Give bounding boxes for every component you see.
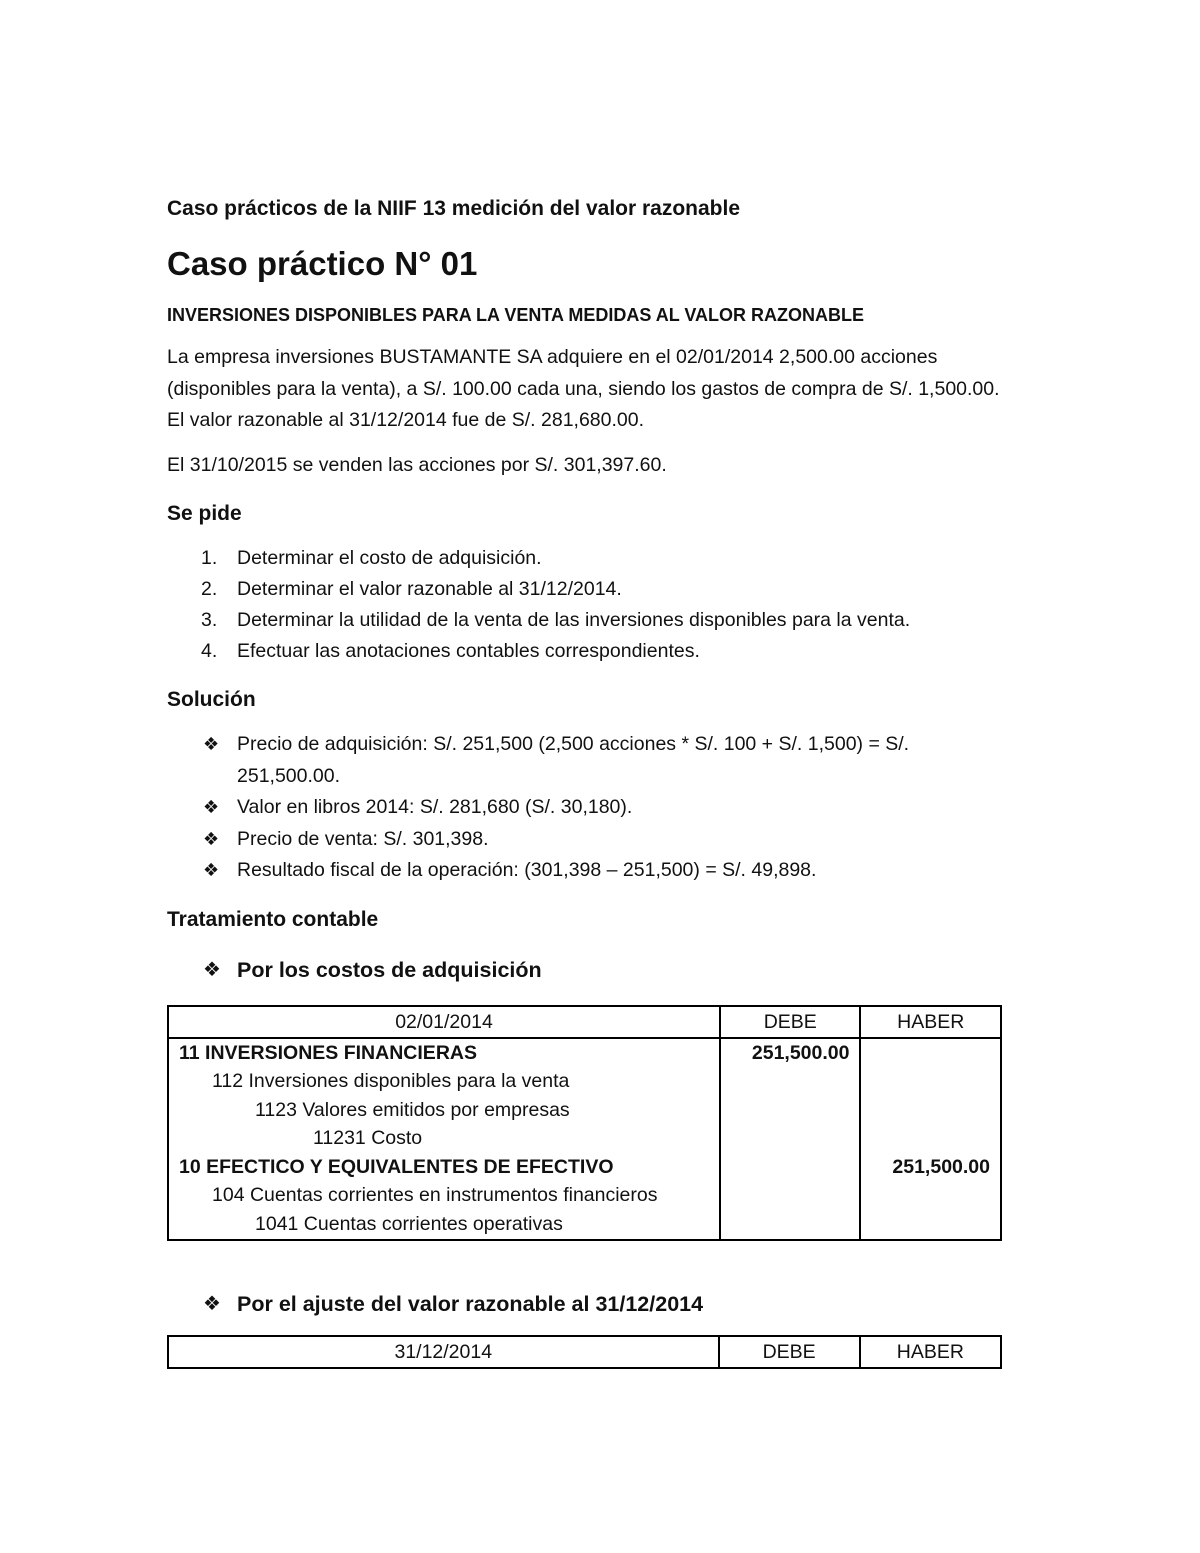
accounts-cell	[168, 1038, 720, 1240]
haber-header: HABER	[860, 1336, 1001, 1368]
account-line: 11 INVERSIONES FINANCIERAS	[179, 1041, 477, 1064]
diamond-bullet-icon: ❖	[203, 860, 220, 880]
diamond-bullet-icon: ❖	[203, 958, 221, 981]
table-header-row	[168, 1006, 1001, 1038]
date-header: 02/01/2014	[168, 1006, 720, 1038]
list-item: 3. Determinar la utilidad de la venta de las inversiones disponibles para la venta.	[201, 609, 911, 631]
journal-entry-table-2	[167, 1335, 1002, 1369]
solucion-heading: Solución	[167, 688, 256, 711]
entry2-heading: ❖ Por el ajuste del valor razonable al 31/12/2014	[167, 1285, 1007, 1323]
diamond-bullet-icon: ❖	[203, 734, 220, 754]
account-line: 112 Inversiones disponibles para la venta	[212, 1070, 570, 1093]
section-caps-heading: INVERSIONES DISPONIBLES PARA LA VENTA MEDIDAS AL VALOR RAZONABLE	[167, 305, 865, 325]
entry1-heading: ❖ Por los costos de adquisición	[167, 951, 1007, 989]
list-item: 1. Determinar el costo de adquisición.	[201, 547, 542, 569]
haber-header: HABER	[860, 1006, 1001, 1038]
haber-amount: 251,500.00	[892, 1155, 990, 1178]
document-title: Caso prácticos de la NIIF 13 medición del valor razonable	[167, 197, 741, 220]
list-item: ❖ Precio de adquisición: S/. 251,500 (2,500 acciones * S/. 100 + S/. 1,500) = S/. 251,500.00.	[167, 729, 1007, 792]
tasks-list	[167, 543, 1007, 667]
debe-cell	[720, 1038, 860, 1240]
table-header-row	[168, 1336, 1001, 1368]
diamond-bullet-icon: ❖	[203, 1292, 221, 1315]
list-item: 2. Determinar el valor razonable al 31/12/2014.	[201, 578, 622, 600]
account-line: 11231 Costo	[313, 1127, 423, 1150]
account-line: 1041 Cuentas corrientes operativas	[255, 1213, 563, 1236]
journal-entry-table-1	[167, 1005, 1002, 1241]
account-line: 1123 Valores emitidos por empresas	[255, 1098, 570, 1121]
account-line: 104 Cuentas corrientes en instrumentos financieros	[212, 1184, 658, 1207]
account-line: 10 EFECTICO Y EQUIVALENTES DE EFECTIVO	[179, 1155, 614, 1178]
sale-paragraph: El 31/10/2015 se venden las acciones por S/. 301,397.60.	[167, 453, 667, 476]
haber-cell	[860, 1038, 1001, 1240]
list-item: ❖ Valor en libros 2014: S/. 281,680 (S/. 30,180).	[167, 792, 1007, 824]
se-pide-heading: Se pide	[167, 502, 242, 525]
diamond-bullet-icon: ❖	[203, 797, 220, 817]
document-page	[167, 190, 1007, 1369]
list-item: 4. Efectuar las anotaciones contables correspondientes.	[201, 640, 700, 662]
list-item: ❖ Resultado fiscal de la operación: (301,398 – 251,500) = S/. 49,898.	[167, 855, 1007, 887]
solution-list	[167, 729, 1007, 887]
debe-header: DEBE	[720, 1006, 860, 1038]
date-header: 31/12/2014	[168, 1336, 719, 1368]
debe-amount: 251,500.00	[751, 1041, 850, 1064]
debe-header: DEBE	[719, 1336, 860, 1368]
case-title: Caso práctico N° 01	[167, 245, 478, 282]
case-statement-paragraph: La empresa inversiones BUSTAMANTE SA adquiere en el 02/01/2014 2,500.00 acciones (disponibles para la venta), a S/. 100.00 cada una, siendo los gastos de compra de S/. 1,500.00. El valor razonable al 31/12/2014 fue de S/. 281,680.00.	[167, 346, 1000, 431]
table-row	[168, 1038, 1001, 1240]
tratamiento-heading: Tratamiento contable	[167, 907, 379, 931]
list-item: ❖ Precio de venta: S/. 301,398.	[167, 824, 1007, 856]
diamond-bullet-icon: ❖	[203, 828, 220, 849]
